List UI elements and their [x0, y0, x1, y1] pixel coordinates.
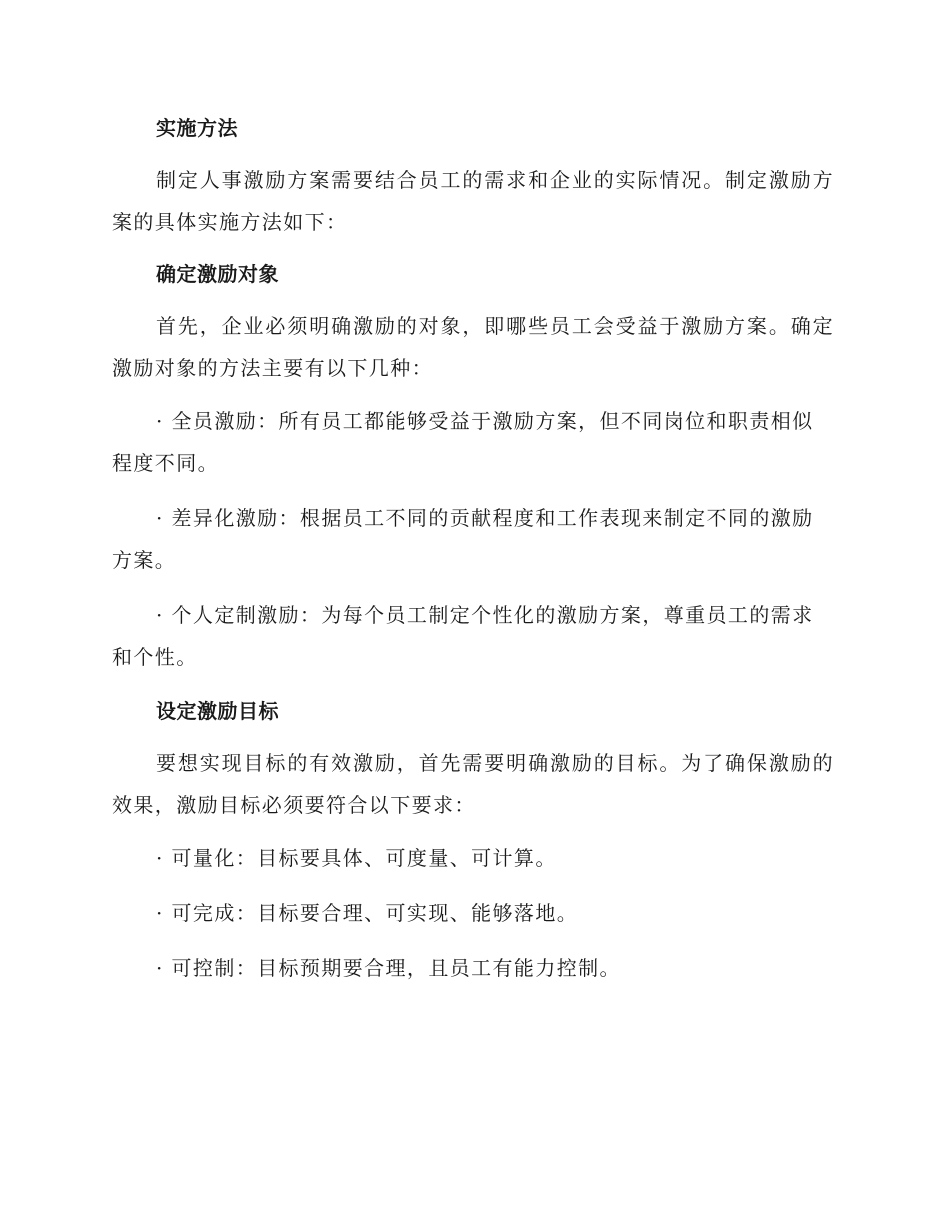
list-item: · 差异化激励：根据员工不同的贡献程度和工作表现来制定不同的激励方案。: [112, 506, 814, 572]
document-page: [112, 108, 834, 1002]
section-heading-implementation-method: 实施方法: [156, 116, 238, 140]
section-heading-incentive-target: 确定激励对象: [156, 262, 279, 286]
section-paragraph-incentive-target: 首先，企业必须明确激励的对象，即哪些员工会受益于激励方案。确定激励对象的方法主要有以下几种：: [112, 314, 834, 380]
list-item: · 可完成：目标要合理、可实现、能够落地。: [156, 901, 579, 925]
list-item: · 可量化：目标要具体、可度量、可计算。: [156, 846, 557, 870]
list-item: · 个人定制激励：为每个员工制定个性化的激励方案，尊重员工的需求和个性。: [112, 603, 814, 669]
list-item: · 可控制：目标预期要合理，且员工有能力控制。: [156, 956, 621, 980]
section-heading-incentive-goal: 设定激励目标: [156, 699, 279, 723]
section-paragraph-incentive-goal: 要想实现目标的有效激励，首先需要明确激励的目标。为了确保激励的效果，激励目标必须要符合以下要求：: [112, 751, 834, 817]
list-item: · 全员激励：所有员工都能够受益于激励方案，但不同岗位和职责相似程度不同。: [112, 409, 814, 475]
section-paragraph-implementation-method: 制定人事激励方案需要结合员工的需求和企业的实际情况。制定激励方案的具体实施方法如下：: [112, 168, 834, 234]
